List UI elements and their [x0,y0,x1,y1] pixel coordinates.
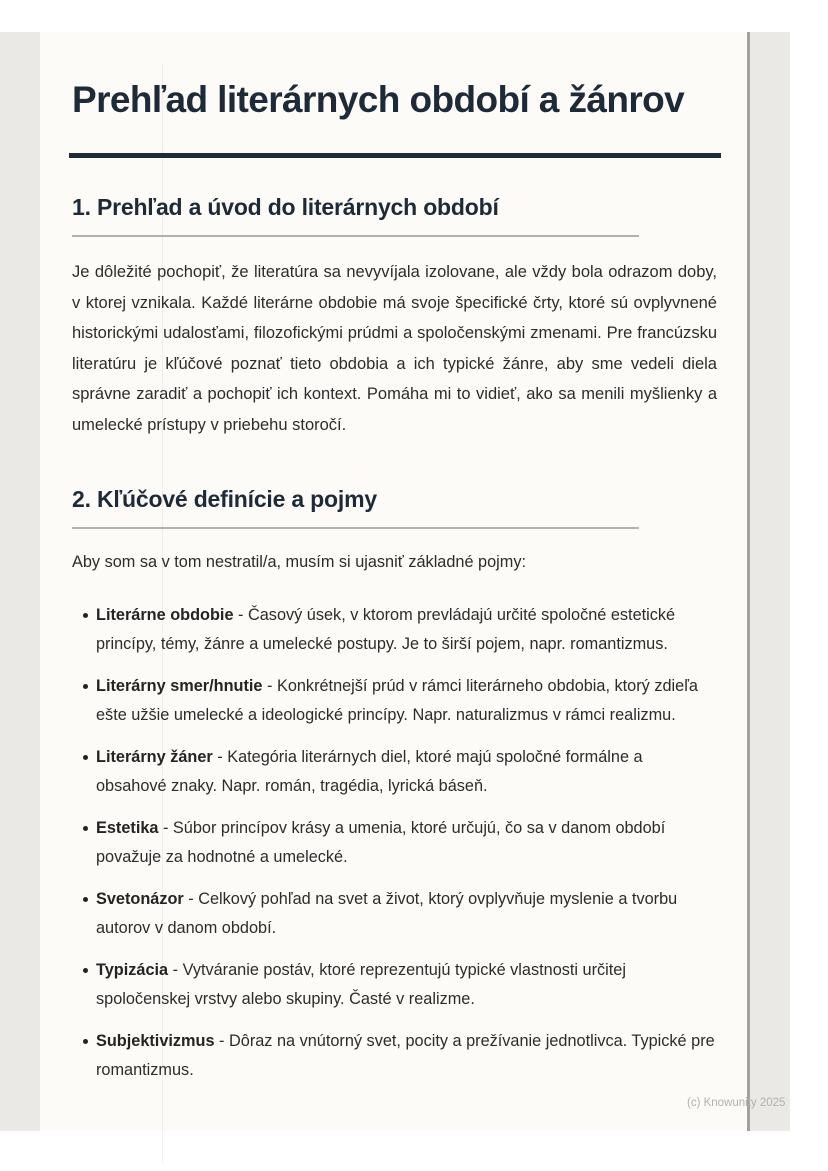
list-item [72,885,717,943]
bullet-icon [83,684,88,689]
definition-description: Dôraz na vnútorný svet, pocity a prežívanie jednotlivca. Typické pre romantizmus. [96,1032,715,1079]
definition-term: Estetika [96,819,159,837]
definition-term: Literárny žáner [96,748,213,766]
definition-separator: - [168,961,183,979]
list-item [72,1027,717,1085]
section-1-divider [72,235,639,237]
definition-description: Kategória literárnych diel, ktoré majú spoločné formálne a obsahové znaky. Napr. román, tragédia, lyrická báseň. [96,748,643,795]
definition-term: Svetonázor [96,890,184,908]
definition-separator: - [233,606,248,624]
definition-term: Literárne obdobie [96,606,234,624]
definition-description: Časový úsek, v ktorom prevládajú určité spoločné estetické princípy, témy, žánre a umelecké postupy. Je to širší pojem, napr. romantizmus. [96,606,676,653]
list-item [72,743,717,801]
list-item [72,956,717,1014]
list-item [72,672,717,730]
bullet-icon [83,755,88,760]
definition-term: Subjektivizmus [96,1032,215,1050]
document-title: Prehľad literárnych období a žánrov [72,79,685,120]
definition-description: Konkrétnejší prúd v rámci literárneho obdobia, ktorý zdieľa ešte užšie umelecké a ideologické princípy. Napr. naturalizmus v rámci realizmu. [96,677,698,724]
section-2-heading: 2. Kľúčové definície a pojmy [72,486,377,512]
page-edge-shadow [747,32,750,1131]
definitions-list [72,601,717,1085]
list-item [72,814,717,872]
definition-description: Celkový pohľad na svet a život, ktorý ovplyvňuje myslenie a tvorbu autorov v danom období. [96,890,678,937]
bullet-icon [83,897,88,902]
document-content [72,32,717,1098]
list-item [72,601,717,659]
bullet-icon [83,1039,88,1044]
bullet-icon [83,613,88,618]
definition-separator: - [212,748,228,766]
definition-term: Typizácia [96,961,169,979]
definition-separator: - [158,819,173,837]
copyright-watermark: (c) Knowunity 2025 [687,1097,786,1109]
definition-separator: - [183,890,199,908]
definitions-intro: Aby som sa v tom nestratil/a, musím si ujasniť základné pojmy: [72,553,527,571]
definition-description: Súbor princípov krásy a umenia, ktoré určujú, čo sa v danom období považuje za hodnotné a umelecké. [96,819,666,866]
bullet-icon [83,968,88,973]
definition-separator: - [214,1032,229,1050]
section-1-paragraph: Je dôležité pochopiť, že literatúra sa nevyvíjala izolovane, ale vždy bola odrazom doby, v ktorej vznikala. Každé literárne obdobie má svoje špecifické črty, ktoré sú ovplyvnené historickými udalosťami, filozofickými prúdmi a spoločenskými zmenami. Pre francúzsku literatúru je kľúčové poznať tieto obdobia a ich typické žánre, aby sme vedeli diela správne zaradiť a pochopiť ich kontext. Pomáha mi to vidieť, ako sa menili myšlienky a umelecké prístupy v priebehu storočí. [72,263,717,434]
definition-separator: - [262,677,277,695]
section-1-heading: 1. Prehľad a úvod do literárnych období [72,194,499,220]
section-2-divider [72,527,639,529]
definition-description: Vytváranie postáv, ktoré reprezentujú typické vlastnosti určitej spoločenskej vrstvy alebo skupiny. Časté v realizme. [96,961,626,1008]
bullet-icon [83,826,88,831]
definition-term: Literárny smer/hnutie [96,677,263,695]
title-divider [69,153,721,158]
